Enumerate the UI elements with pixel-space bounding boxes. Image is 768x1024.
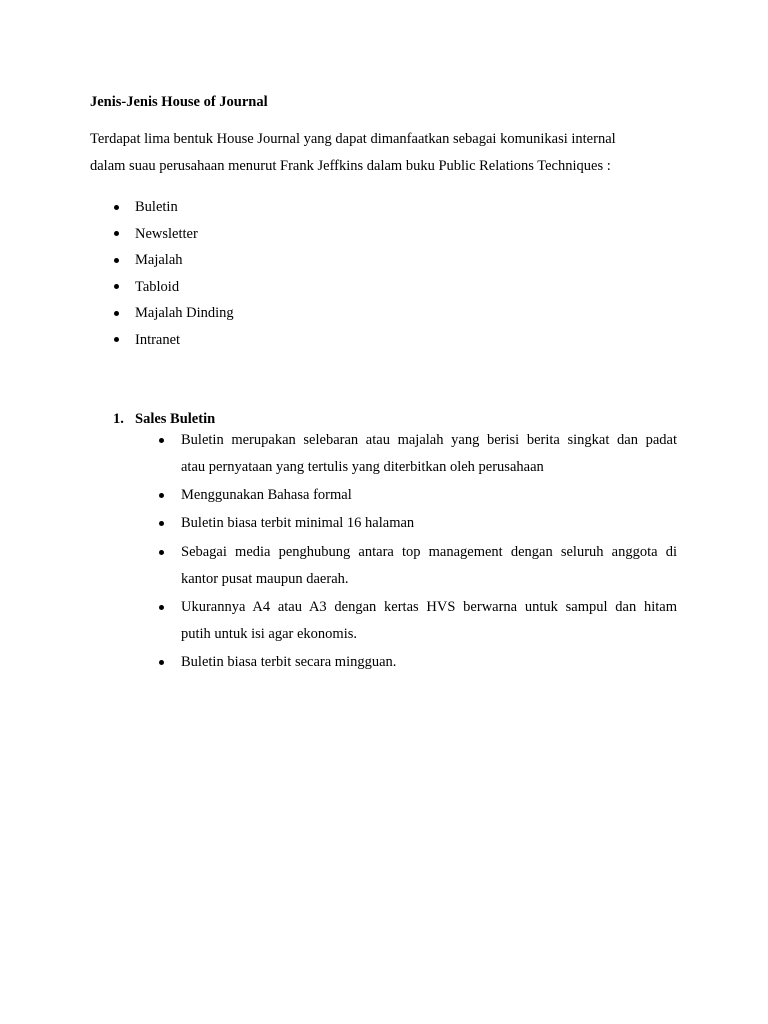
point-line: putih untuk isi agar ekonomis. <box>181 626 357 642</box>
intro-line: dalam suau perusahaan menurut Frank Jeffkins dalam buku Public Relations Techniques : <box>90 158 611 174</box>
point-line: atau pernyataan yang tertulis yang diterbitkan oleh perusahaan <box>181 459 544 475</box>
point-line: Buletin biasa terbit minimal 16 halaman <box>181 515 415 531</box>
bullet-icon <box>114 284 119 289</box>
point-line: Menggunakan Bahasa formal <box>181 487 352 503</box>
intro-line: Terdapat lima bentuk House Journal yang dapat dimanfaatkan sebagai komunikasi internal <box>90 131 616 147</box>
bullet-icon <box>159 493 164 498</box>
list-item-label: Majalah <box>135 252 183 269</box>
section-heading <box>0 410 400 428</box>
point-line: Buletin merupakan selebaran atau majalah yang berisi berita singkat dan padat <box>181 432 677 448</box>
bullet-icon <box>114 337 119 342</box>
bullet-icon <box>114 205 119 210</box>
point-text <box>181 649 677 676</box>
bullet-icon <box>114 311 119 316</box>
list-item-label: Newsletter <box>135 225 198 242</box>
bullet-icon <box>114 258 119 263</box>
bullet-icon <box>159 438 164 443</box>
section-number: 1. <box>113 411 124 427</box>
section-title: Sales Buletin <box>135 411 216 427</box>
bullet-icon <box>159 660 164 665</box>
point-text <box>181 539 677 593</box>
bullet-icon <box>159 605 164 610</box>
point-line: Sebagai media penghubung antara top management dengan seluruh anggota di <box>181 544 677 560</box>
point-line: Buletin biasa terbit secara mingguan. <box>181 654 397 670</box>
bullet-icon <box>159 521 164 526</box>
point-text <box>181 594 677 648</box>
intro-paragraph <box>90 126 690 180</box>
point-line: Ukurannya A4 atau A3 dengan kertas HVS berwarna untuk sampul dan hitam <box>181 599 677 615</box>
list-item-label: Majalah Dinding <box>135 305 234 322</box>
list-item-label: Tabloid <box>135 278 180 295</box>
point-text <box>181 427 677 481</box>
point-line: kantor pusat maupun daerah. <box>181 571 349 587</box>
list-item-label: Buletin <box>135 199 178 215</box>
bullet-icon <box>159 550 164 555</box>
document-heading: Jenis-Jenis House of Journal <box>90 94 268 110</box>
bullet-icon <box>114 231 119 236</box>
list-item-label: Intranet <box>135 331 181 348</box>
point-text <box>181 482 677 509</box>
point-text <box>181 510 677 537</box>
